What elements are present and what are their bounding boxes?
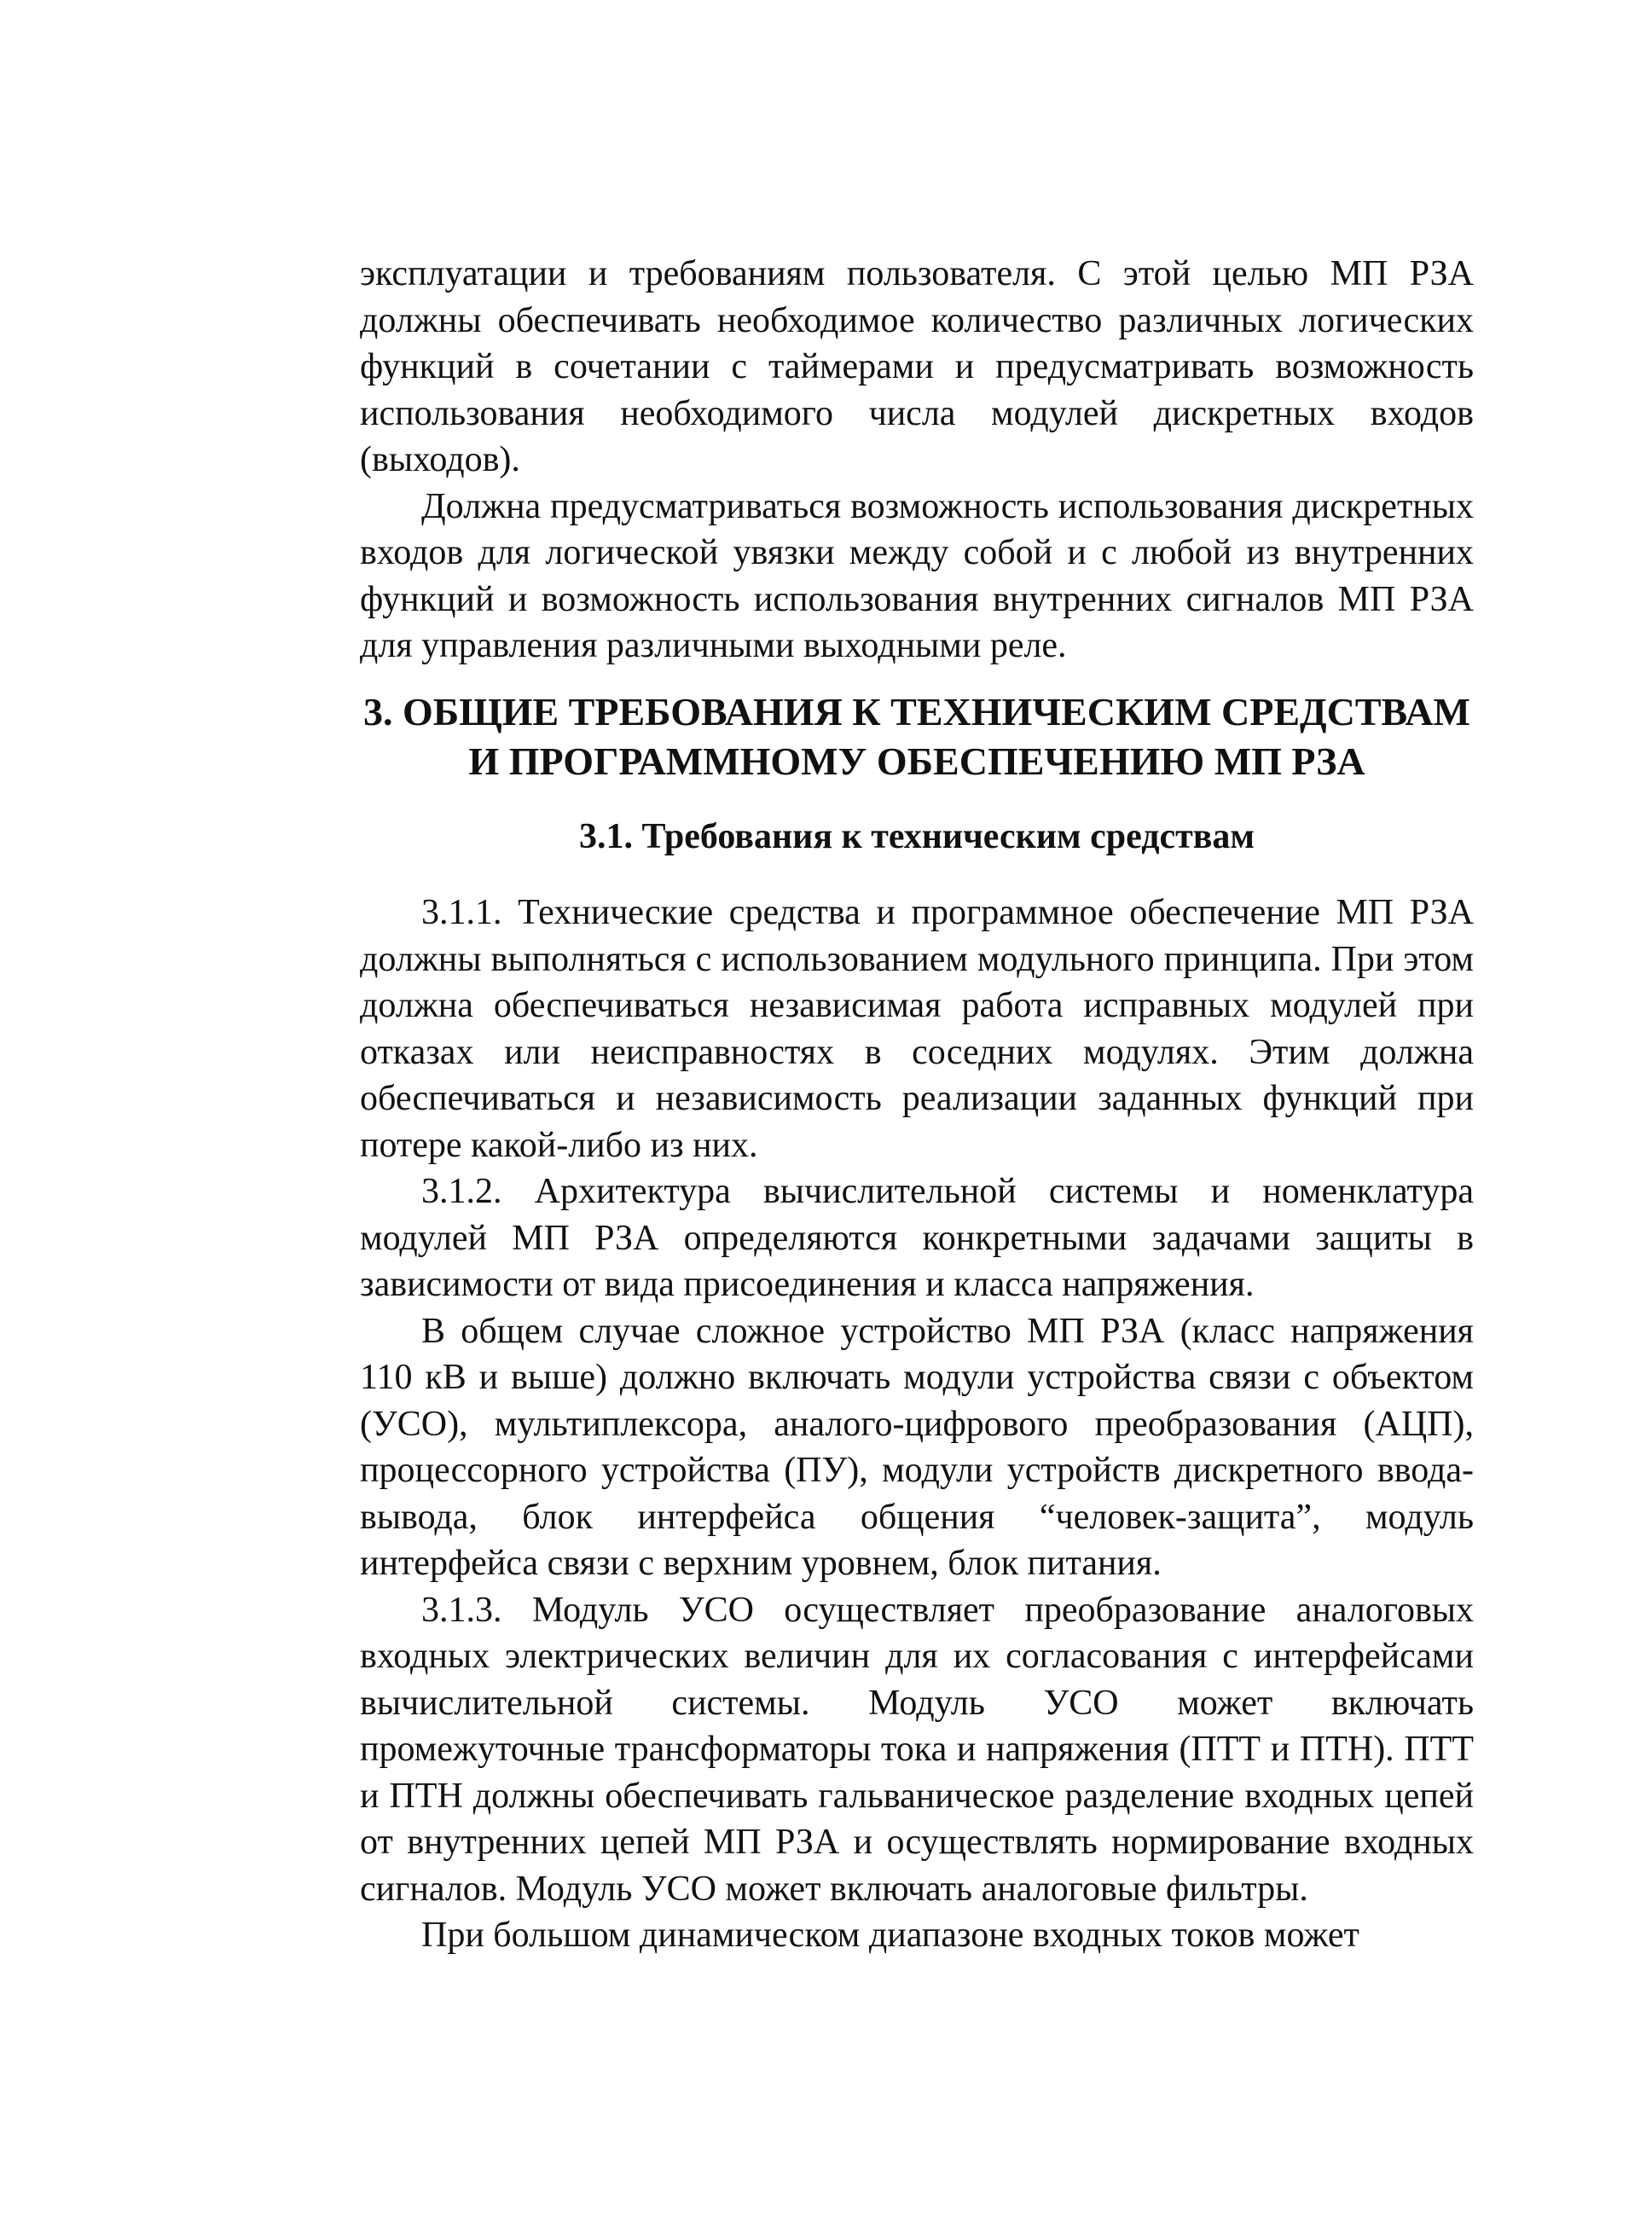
section-heading-line-2: И ПРОГРАММНОМУ ОБЕСПЕЧЕНИЮ МП РЗА xyxy=(468,739,1365,783)
section-heading-line-1: 3. ОБЩИЕ ТРЕБОВАНИЯ К ТЕХНИЧЕСКИМ СРЕДСТВАМ xyxy=(363,690,1470,733)
paragraph-discrete-inputs: Должна предусматриваться возможность использования дискретных входов для логической увязки между собой и с любой из внутренних функций и возможность использования внутренних сигналов МП РЗА для управления различными выходными реле. xyxy=(360,486,1474,665)
section-heading xyxy=(360,687,1474,786)
paragraph-continuation: эксплуатации и требованиям пользователя. С этой целью МП РЗА должны обеспечивать необходимое количество различных логических функций в сочетании с таймерами и предусматривать возможность использования необходимого числа модулей дискретных входов (выходов). xyxy=(360,254,1474,479)
paragraph-3-1-3: 3.1.3. Модуль УСО осуществляет преобразование аналоговых входных электрических величин для их согласования с интерфейсами вычислительной системы. Модуль УСО может включать промежуточные трансформаторы тока и напряжения (ПТТ и ПТН). ПТТ и ПТН должны обеспечивать гальваническое разделение входных цепей от внутренних цепей МП РЗА и осуществлять нормирование входных сигналов. Модуль УСО может включать аналоговые фильтры. xyxy=(360,1590,1474,1909)
intro-text xyxy=(360,251,1474,670)
body-text xyxy=(360,890,1474,1959)
paragraph-device-modules: В общем случае сложное устройство МП РЗА (класс напряжения 110 кВ и выше) должно включать модули устройства связи с объектом (УСО), мультиплексора, аналого-цифрового преобразования (АЦП), процессорного устройства (ПУ), модули устройств дискретного ввода-вывода, блок интерфейса общения “человек-защита”, модуль интерфейса связи с верхним уровнем, блок питания. xyxy=(360,1311,1474,1583)
subsection-heading: 3.1. Требования к техническим средствам xyxy=(578,817,1255,856)
paragraph-dynamic-range: При большом динамическом диапазоне входных токов может xyxy=(421,1916,1359,1955)
paragraph-3-1-2: 3.1.2. Архитектура вычислительной системы и номенклатура модулей МП РЗА определяются конкретными задачами защиты в зависимости от вида присоединения и класса напряжения. xyxy=(360,1172,1474,1304)
paragraph-3-1-1: 3.1.1. Технические средства и программное обеспечение МП РЗА должны выполняться с использованием модульного принципа. При этом должна обеспечиваться независимая работа исправных модулей при отказах или неисправностях в соседних модулях. Этим должна обеспечиваться и независимость реализации заданных функций при потере какой-либо из них. xyxy=(360,893,1474,1165)
